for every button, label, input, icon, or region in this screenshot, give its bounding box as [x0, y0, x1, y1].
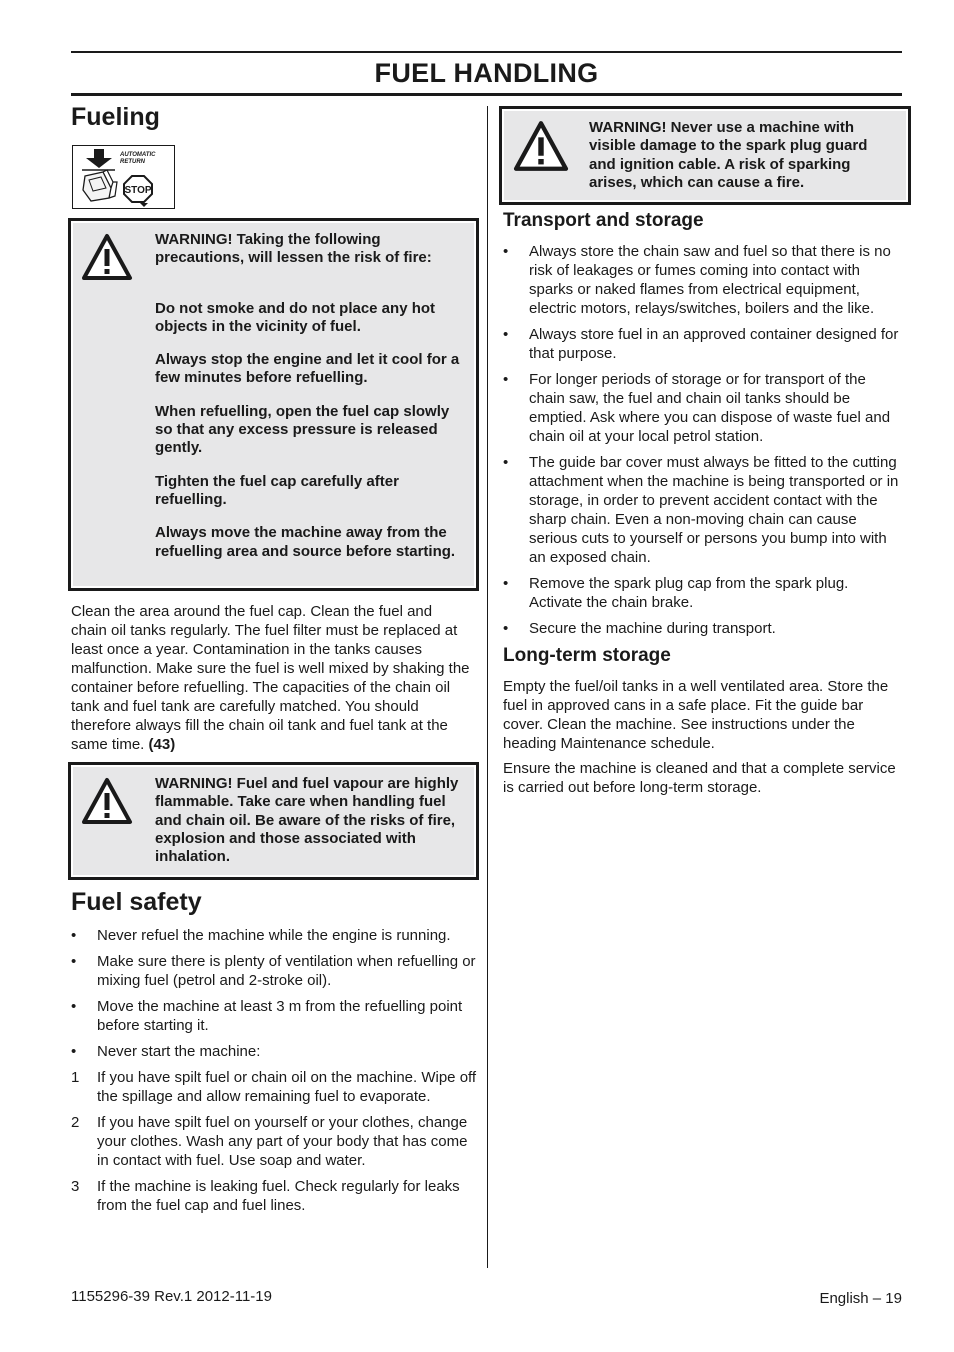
warning-item: When refuelling, open the fuel cap slowly so that any excess pressure is released gently.	[155, 402, 450, 457]
list-item-text: If you have spilt fuel on yourself or your clothes, change your clothes. Wash any part of your body that has come in contact with fuel. Use soap and water.	[97, 1114, 468, 1169]
list-item	[71, 1042, 477, 1061]
page-title: FUEL HANDLING	[374, 58, 599, 88]
fueling-heading: Fueling	[71, 103, 160, 131]
fuel-safety-heading: Fuel safety	[71, 888, 202, 916]
warning-item: Tighten the fuel cap carefully after refuelling.	[155, 472, 399, 508]
bullet-marker: •	[503, 326, 509, 343]
figure-reference: (43)	[148, 736, 176, 753]
header-rule-bottom	[71, 93, 902, 96]
list-item	[71, 952, 477, 990]
long-term-paragraph: Empty the fuel/oil tanks in a well ventilated area. Store the fuel in approved cans in a safe place. Fit the guide bar cover. Clean the machine. See instructions under the heading Maintenance schedule.	[503, 678, 889, 752]
list-item-text: Always store fuel in an approved container designed for that purpose.	[529, 326, 899, 362]
list-marker: 1	[71, 1069, 80, 1086]
list-item	[71, 1113, 477, 1170]
list-item-text: Move the machine at least 3 m from the refuelling point before starting it.	[97, 998, 463, 1034]
list-item	[503, 242, 905, 318]
list-item-text: For longer periods of storage or for transport of the chain saw, the fuel and chain oil tanks should be emptied. Ask where you can dispose of waste fuel and chain oil at your local petrol station.	[529, 371, 891, 445]
list-item	[503, 619, 905, 638]
fire-warning-box	[68, 218, 479, 591]
pictogram-label-1: AUTOMATIC	[120, 152, 156, 158]
warning-intro: WARNING! Taking the following precautions, will lessen the risk of fire:	[155, 231, 432, 267]
long-term-paragraph: Ensure the machine is cleaned and that a complete service is carried out before long-term storage.	[503, 760, 896, 796]
list-marker: •	[71, 953, 77, 970]
list-item	[71, 926, 477, 945]
warning-item: Always move the machine away from the refuelling area and source before starting.	[155, 524, 456, 560]
list-item	[71, 1177, 477, 1215]
list-item-text: Secure the machine during transport.	[529, 620, 776, 637]
bullet-marker: •	[503, 371, 509, 388]
transport-heading: Transport and storage	[503, 210, 704, 231]
list-item-text: Never refuel the machine while the engine is running.	[97, 927, 451, 944]
header-rule-top	[71, 51, 902, 53]
document-id: 1155296-39 Rev.1 2012-11-19	[71, 1288, 272, 1305]
list-item	[503, 453, 905, 567]
fuel-vapour-warning-text: WARNING! Fuel and fuel vapour are highly flammable. Take care when handling fuel and chain oil. Be aware of the risks of fire, explosion and those associated with inhalation.	[155, 775, 459, 866]
list-marker: 3	[71, 1178, 80, 1195]
list-marker: •	[71, 927, 77, 944]
fuel-vapour-warning-box	[68, 762, 479, 880]
list-item-text: The guide bar cover must always be fitted to the cutting attachment when the machine is being transported or in storage, in order to prevent accident contact with the sharp chain. Even a non-moving chain can cause serious cuts to yourself or persons you bump into with an exposed chain.	[529, 454, 899, 566]
fuel-safety-list	[71, 926, 477, 1215]
fuel-cap-icon	[73, 146, 174, 208]
list-marker: •	[71, 998, 77, 1015]
warning-triangle-icon	[81, 233, 133, 281]
list-item	[503, 325, 905, 363]
bullet-marker: •	[503, 575, 509, 592]
list-item-text: Make sure there is plenty of ventilation when refuelling or mixing fuel (petrol and 2-stroke oil).	[97, 953, 476, 989]
list-item-text: Remove the spark plug cap from the spark plug. Activate the chain brake.	[529, 575, 849, 611]
page-number: English – 19	[819, 1290, 902, 1307]
list-item	[71, 997, 477, 1035]
warning-item: Always stop the engine and let it cool for a few minutes before refuelling.	[155, 351, 460, 387]
fueling-paragraph-text: Clean the area around the fuel cap. Clean the fuel and chain oil tanks regularly. The fuel filter must be replaced at least once a year. Contamination in the tanks causes malfunction. Make sure the fuel is well mixed by shaking the container before refuelling. The capacities of the chain oil tank and fuel tank are carefully matched. You should therefore always fill the chain oil tank and fuel tank at the same time.	[71, 603, 470, 753]
list-item-text: Never start the machine:	[97, 1043, 261, 1060]
stop-sign-text: STOP	[124, 185, 152, 196]
pictogram-label-2: RETURN	[120, 159, 145, 165]
bullet-marker: •	[503, 620, 509, 637]
list-item	[503, 370, 905, 446]
fuel-cap-pictogram	[72, 145, 175, 209]
warning-triangle-icon	[81, 777, 133, 825]
warning-item: Do not smoke and do not place any hot objects in the vicinity of fuel.	[155, 299, 436, 335]
long-term-heading: Long-term storage	[503, 645, 671, 666]
list-item-text: If the machine is leaking fuel. Check regularly for leaks from the fuel cap and fuel lines.	[97, 1178, 460, 1214]
spark-plug-warning-text: WARNING! Never use a machine with visible damage to the spark plug guard and ignition cable. A risk of sparking arises, which can cause a fire.	[589, 119, 868, 191]
list-item-text: If you have spilt fuel or chain oil on the machine. Wipe off the spillage and allow remaining fuel to evaporate.	[97, 1069, 477, 1105]
list-item-text: Always store the chain saw and fuel so that there is no risk of leakages or fumes coming into contact with sparks or naked flames from electrical equipment, electric motors, relays/switches, boilers and the like.	[529, 243, 891, 317]
list-marker: 2	[71, 1114, 80, 1131]
list-item	[71, 1068, 477, 1106]
column-divider	[487, 106, 488, 1268]
list-marker: •	[71, 1043, 77, 1060]
fueling-paragraph	[71, 602, 471, 754]
list-item	[503, 574, 905, 612]
bullet-marker: •	[503, 454, 509, 471]
spark-plug-warning-box	[499, 106, 911, 205]
warning-triangle-icon	[512, 120, 570, 172]
transport-list	[503, 242, 905, 638]
bullet-marker: •	[503, 243, 509, 260]
